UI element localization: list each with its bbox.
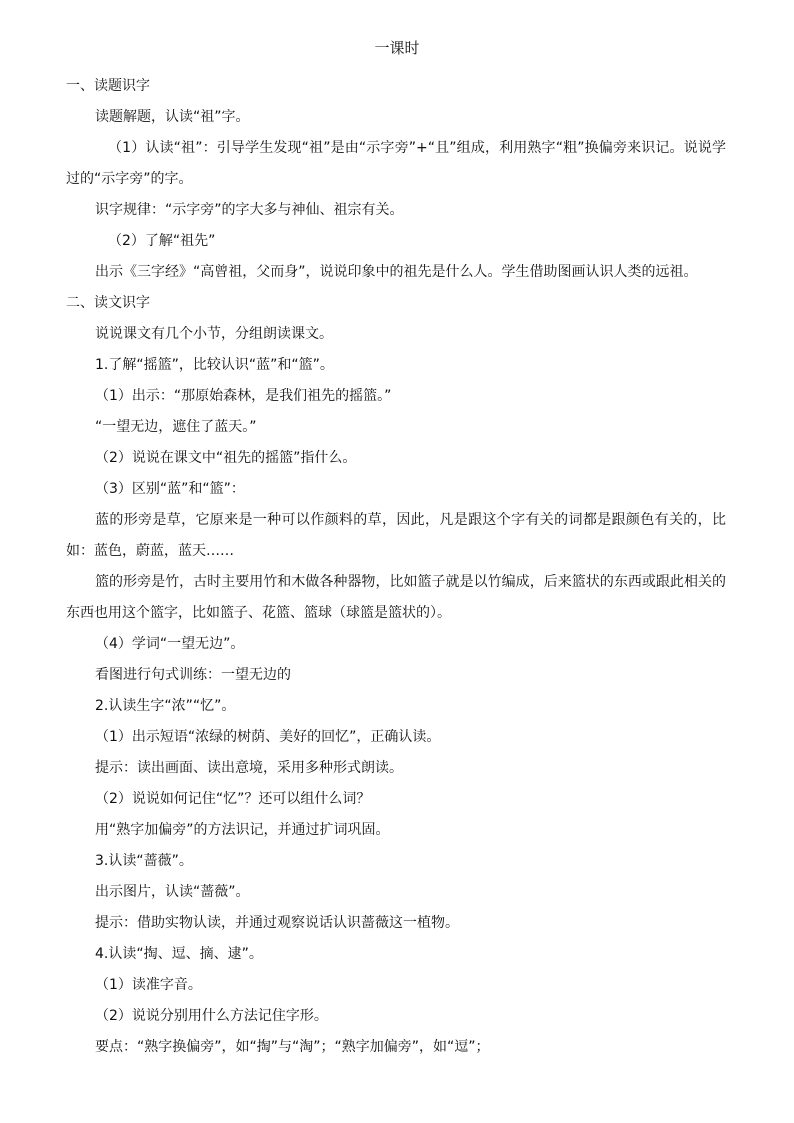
paragraph: 要点：“熟字换偏旁”，如“掏”与“淘”；“熟字加偏旁”，如“逗”； bbox=[95, 1039, 490, 1055]
paragraph: （1）读准字音。 bbox=[95, 977, 202, 993]
paragraph: 4.认读“掏、逗、摘、逮”。 bbox=[95, 946, 263, 962]
paragraph: 1.了解“摇篮”，比较认识“蓝”和“篮”。 bbox=[95, 357, 334, 373]
paragraph: 出示《三字经》“高曾祖，父而身”，说说印象中的祖先是什么人。学生借助图画认识人类的远祖。 bbox=[95, 264, 698, 280]
paragraph: 说说课文有几个小节，分组朗读课文。 bbox=[95, 326, 333, 342]
paragraph: （1）出示：“那原始森林，是我们祖先的摇篮。” bbox=[95, 388, 392, 404]
paragraph: （2）说说分别用什么方法记住字形。 bbox=[95, 1008, 328, 1024]
section-heading: 一、读题识字 bbox=[66, 78, 150, 94]
paragraph: 看图进行句式训练：一望无边的 bbox=[95, 667, 291, 683]
document-body bbox=[66, 71, 726, 1063]
paragraph: （1）出示短语“浓绿的树荫、美好的回忆”，正确认读。 bbox=[95, 729, 441, 745]
paragraph: 3.认读“蔷薇”。 bbox=[95, 853, 193, 869]
paragraph: 提示：读出画面、读出意境，采用多种形式朗读。 bbox=[95, 760, 403, 776]
page-title: 一课时 bbox=[374, 39, 420, 57]
paragraph: 篮的形旁是竹，古时主要用竹和木做各种器物，比如篮子就是以竹编成，后来篮状的东西或跟此相关的东西也用这个篮字，比如篮子、花篮、篮球（球篮是篮状的）。 bbox=[66, 574, 726, 621]
paragraph: 读题解题，认读“祖”字。 bbox=[95, 109, 250, 125]
paragraph: 提示：借助实物认读，并通过观察说话认识蔷薇这一植物。 bbox=[95, 915, 459, 931]
paragraph: （3）区别“蓝”和“篮”： bbox=[95, 481, 245, 497]
section-heading: 二、读文识字 bbox=[66, 295, 150, 311]
paragraph: 蓝的形旁是草，它原来是一种可以作颜料的草，因此，凡是跟这个字有关的词都是跟颜色有关的，比如：蓝色，蔚蓝，蓝天…… bbox=[66, 512, 726, 559]
paragraph: （1）认读“祖”：引导学生发现“祖”是由“示字旁”+“且”组成，利用熟字“粗”换偏旁来识记。说说学过的“示字旁”的字。 bbox=[66, 140, 726, 187]
paragraph: “一望无边，遮住了蓝天。” bbox=[95, 419, 257, 435]
paragraph: （2）说说在课文中“祖先的摇篮”指什么。 bbox=[95, 450, 357, 466]
paragraph: 2.认读生字“浓”“忆”。 bbox=[95, 698, 236, 714]
paragraph: 识字规律：“示字旁”的字大多与神仙、祖宗有关。 bbox=[95, 202, 404, 218]
paragraph: （2）说说如何记住“忆”？还可以组什么词？ bbox=[95, 791, 371, 807]
paragraph: （4）学词“一望无边”。 bbox=[95, 636, 245, 652]
paragraph: 出示图片，认读“蔷薇”。 bbox=[95, 884, 250, 900]
paragraph: 用“熟字加偏旁”的方法识记，并通过扩词巩固。 bbox=[95, 822, 390, 838]
paragraph: （2）了解“祖先” bbox=[108, 233, 216, 249]
